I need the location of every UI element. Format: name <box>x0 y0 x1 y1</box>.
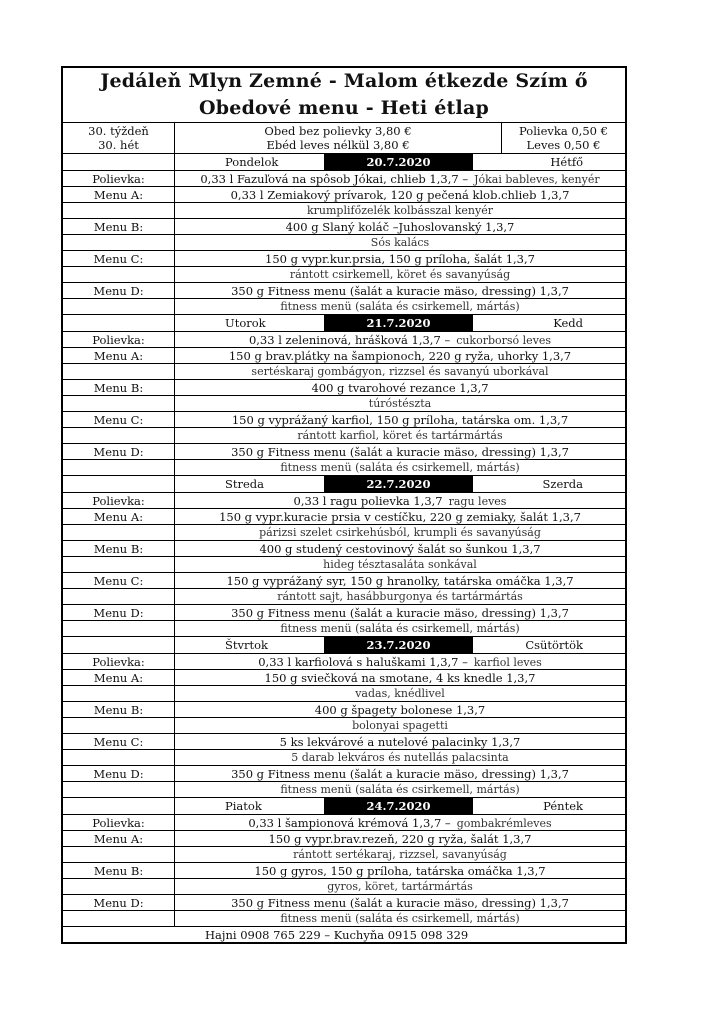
menu-item-translation-row <box>63 459 625 475</box>
menu-item-hu: sertéskaraj gombágyon, rizzsel és savanyú uborkával <box>251 365 549 378</box>
menu-item-row <box>63 701 625 717</box>
menu-item-row <box>63 733 625 749</box>
menu-item-translation-row <box>63 363 625 379</box>
day-name-hu: Kedd <box>553 316 583 330</box>
menu-item-label: Menu C: <box>63 573 175 588</box>
menu-item-label: Menu B: <box>63 541 175 556</box>
day-name-hu: Hétfő <box>550 155 583 169</box>
menu-item-label-blank <box>63 364 175 379</box>
week-hu: 30. hét <box>98 138 139 152</box>
menu-item-sk <box>175 831 625 846</box>
menu-item-sk <box>175 332 625 347</box>
menu-item-hu: 5 darab lekváros és nutellás palacsinta <box>291 751 509 764</box>
day-name-sk: Piatok <box>225 799 262 813</box>
menu-item-hu-text: cukorborsó leves <box>456 334 552 347</box>
menu-item-label-blank <box>63 879 175 894</box>
menu-item-translation-row <box>63 202 625 218</box>
menu-item-label: Menu C: <box>63 412 175 427</box>
menu-item-label-blank <box>63 589 175 604</box>
menu-item-row <box>63 653 625 669</box>
menu-item-label-blank <box>63 203 175 218</box>
menu-item-hu-text: gombakrémleves <box>456 817 552 830</box>
footer-contacts: Hajni 0908 765 229 – Kuchyňa 0915 098 329 <box>63 926 625 942</box>
day-header-row <box>63 636 625 653</box>
menu-item-label: Menu A: <box>63 509 175 524</box>
header-row <box>63 122 625 153</box>
menu-item-hu: bolonyai spagetti <box>352 719 448 732</box>
menu-item-row <box>63 492 625 508</box>
menu-item-label: Menu B: <box>63 380 175 395</box>
menu-item-label-blank <box>63 847 175 862</box>
menu-item-row <box>63 540 625 556</box>
day-header-blank <box>63 798 175 814</box>
menu-item-label-blank <box>63 750 175 765</box>
menu-item-sk <box>175 734 625 749</box>
menu-item-sk-text: 350 g Fitness menu (šalát a kuracie mäso, dressing) 1,3,7 <box>231 896 569 910</box>
day-header-row <box>63 475 625 492</box>
menu-item-row <box>63 379 625 395</box>
day-name-hu: Szerda <box>542 477 583 491</box>
soup-price-hu: Leves 0,50 € <box>526 138 601 152</box>
menu-item-translation-row <box>63 234 625 250</box>
menu-sheet <box>61 66 627 944</box>
menu-item-hu: rántott karfiol, köret és tartármártás <box>297 429 503 442</box>
menu-item-sk <box>175 171 625 186</box>
days-container <box>63 153 625 926</box>
day-header-blank <box>63 637 175 653</box>
menu-item-hu: fitness menü (saláta és csirkemell, mártás) <box>280 912 520 925</box>
menu-item-label: Polievka: <box>63 493 175 508</box>
day-name-sk: Pondelok <box>225 155 279 169</box>
day-header-blank <box>63 476 175 492</box>
day-name-sk: Štvrtok <box>225 638 269 652</box>
menu-item-label-blank <box>63 557 175 572</box>
menu-item-sk-text: 150 g sviečková na smotane, 4 ks knedle 1,3,7 <box>264 671 536 685</box>
menu-item-sk-text: 350 g Fitness menu (šalát a kuracie mäso, dressing) 1,3,7 <box>231 606 569 620</box>
menu-item-label-blank <box>63 396 175 411</box>
menu-item-translation-row <box>63 620 625 636</box>
menu-item-translation-row <box>63 395 625 411</box>
menu-item-label-blank <box>63 267 175 282</box>
menu-item-sk-text: 0,33 l karfiolová s haluškami 1,3,7 – <box>258 655 468 669</box>
menu-item-sk-text: 150 g gyros, 150 g príloha, tatárska omáčka 1,3,7 <box>254 864 546 878</box>
main-price-cell <box>175 123 502 153</box>
menu-item-label-blank <box>63 428 175 443</box>
menu-item-sk-text: 0,33 l Fazuľová na spôsob Jókai, chlieb 1,3,7 – <box>200 172 469 186</box>
menu-item-sk <box>175 541 625 556</box>
menu-item-row <box>63 830 625 846</box>
menu-item-sk <box>175 670 625 685</box>
title-line-2: Obedové menu - Heti étlap <box>199 97 489 119</box>
menu-item-translation-row <box>63 556 625 572</box>
menu-item-sk-text: 150 g vypr.kur.prsia, 150 g príloha, šalát 1,3,7 <box>265 252 535 266</box>
menu-item-sk <box>175 219 625 234</box>
day-header-blank <box>63 154 175 170</box>
menu-item-sk <box>175 573 625 588</box>
menu-item-sk-text: 400 g špagety bolonese 1,3,7 <box>314 703 486 717</box>
menu-item-row <box>63 894 625 910</box>
menu-item-sk-text: 0,33 l ragu polievka 1,3,7 <box>293 494 443 508</box>
menu-item-label: Polievka: <box>63 332 175 347</box>
menu-item-sk <box>175 380 625 395</box>
menu-item-sk <box>175 702 625 717</box>
menu-item-sk <box>175 187 625 202</box>
menu-item-sk-text: 400 g tvarohové rezance 1,3,7 <box>311 381 489 395</box>
day-header-row <box>63 797 625 814</box>
menu-item-translation-row <box>63 878 625 894</box>
menu-item-label-blank <box>63 235 175 250</box>
day-date: 24.7.2020 <box>324 798 473 814</box>
menu-item-row <box>63 669 625 685</box>
menu-item-sk <box>175 895 625 910</box>
menu-item-hu-text: karfiol leves <box>473 656 542 669</box>
menu-item-sk-text: 150 g vyprážaný karfiol, 150 g príloha, tatárska om. 1,3,7 <box>231 413 569 427</box>
menu-item-label: Menu A: <box>63 831 175 846</box>
menu-item-label-blank <box>63 911 175 926</box>
main-price-hu: Ebéd leves nélkül 3,80 € <box>266 138 410 152</box>
menu-item-label: Menu D: <box>63 895 175 910</box>
menu-item-hu: vadas, knédlivel <box>355 687 445 700</box>
menu-item-hu-text: ragu leves <box>448 495 507 508</box>
menu-item-translation-row <box>63 781 625 797</box>
menu-item-row <box>63 862 625 878</box>
menu-item-row <box>63 170 625 186</box>
menu-item-sk <box>175 348 625 363</box>
menu-item-translation-row <box>63 846 625 862</box>
menu-item-row <box>63 411 625 427</box>
menu-item-row <box>63 186 625 202</box>
menu-item-row <box>63 604 625 620</box>
menu-item-row <box>63 508 625 524</box>
menu-item-label: Menu C: <box>63 251 175 266</box>
menu-item-hu: fitness menü (saláta és csirkemell, mártás) <box>280 622 520 635</box>
menu-item-label: Menu A: <box>63 348 175 363</box>
menu-item-row <box>63 282 625 298</box>
menu-item-translation-row <box>63 717 625 733</box>
menu-item-row <box>63 765 625 781</box>
menu-item-sk-text: 0,33 l Zemiakový prívarok, 120 g pečená klob.chlieb 1,3,7 <box>230 188 570 202</box>
day-date: 20.7.2020 <box>324 154 473 170</box>
menu-item-sk-text: 350 g Fitness menu (šalát a kuracie mäso, dressing) 1,3,7 <box>231 284 569 298</box>
soup-price-sk: Polievka 0,50 € <box>519 124 608 138</box>
main-price-sk: Obed bez polievky 3,80 € <box>264 124 412 138</box>
menu-item-hu: krumplifőzelék kolbásszal kenyér <box>306 204 493 217</box>
menu-item-label-blank <box>63 525 175 540</box>
menu-item-label-blank <box>63 621 175 636</box>
menu-item-hu: rántott sertékaraj, rizzsel, savanyúság <box>293 848 507 861</box>
menu-item-sk <box>175 509 625 524</box>
day-header-row <box>63 153 625 170</box>
menu-item-sk-text: 0,33 l zeleninová, hrášková 1,3,7 – <box>248 333 451 347</box>
menu-item-translation-row <box>63 749 625 765</box>
day-header-row <box>63 314 625 331</box>
menu-item-hu: gyros, köret, tartármártás <box>327 880 473 893</box>
menu-item-sk <box>175 605 625 620</box>
menu-item-sk <box>175 444 625 459</box>
menu-item-sk-text: 350 g Fitness menu (šalát a kuracie mäso, dressing) 1,3,7 <box>231 767 569 781</box>
day-date: 22.7.2020 <box>324 476 473 492</box>
menu-item-label-blank <box>63 686 175 701</box>
menu-item-sk-text: 400 g Slaný koláč –Juhoslovanský 1,3,7 <box>285 220 515 234</box>
menu-item-sk <box>175 863 625 878</box>
menu-item-label: Polievka: <box>63 815 175 830</box>
menu-item-translation-row <box>63 685 625 701</box>
day-name-hu: Péntek <box>543 799 583 813</box>
menu-item-row <box>63 331 625 347</box>
menu-item-label-blank <box>63 299 175 314</box>
menu-item-hu: hideg tésztasaláta sonkával <box>323 558 477 571</box>
soup-price-cell <box>502 123 625 153</box>
menu-item-sk <box>175 815 625 830</box>
menu-item-sk-text: 0,33 l šampionová krémová 1,3,7 – <box>248 816 451 830</box>
menu-item-hu-text: Jókai bableves, kenyér <box>474 173 600 186</box>
menu-item-row <box>63 443 625 459</box>
menu-item-label: Menu D: <box>63 444 175 459</box>
menu-item-translation-row <box>63 427 625 443</box>
day-date: 23.7.2020 <box>324 637 473 653</box>
menu-item-sk-text: 150 g vyprážaný syr, 150 g hranolky, tatárska omáčka 1,3,7 <box>226 574 574 588</box>
menu-item-sk <box>175 412 625 427</box>
menu-item-row <box>63 218 625 234</box>
menu-item-sk <box>175 283 625 298</box>
menu-item-translation-row <box>63 588 625 604</box>
menu-item-sk <box>175 493 625 508</box>
menu-item-sk-text: 5 ks lekvárové a nutelové palacinky 1,3,7 <box>279 735 521 749</box>
menu-item-sk <box>175 251 625 266</box>
menu-item-translation-row <box>63 298 625 314</box>
menu-item-sk-text: 150 g vypr.brav.rezeň, 220 g ryža, šalát 1,3,7 <box>268 832 532 846</box>
menu-item-sk-text: 150 g vypr.kuracie prsia v cestíčku, 220 g zemiaky, šalát 1,3,7 <box>219 510 581 524</box>
menu-item-sk <box>175 654 625 669</box>
menu-item-label: Menu C: <box>63 734 175 749</box>
menu-item-hu: párizsi szelet csirkehúsból, krumpli és savanyúság <box>259 526 541 539</box>
menu-item-label: Menu D: <box>63 766 175 781</box>
day-name-sk: Utorok <box>225 316 266 330</box>
week-cell <box>63 123 175 153</box>
day-date: 21.7.2020 <box>324 315 473 331</box>
menu-item-label: Polievka: <box>63 171 175 186</box>
menu-item-label: Menu D: <box>63 605 175 620</box>
menu-item-label: Polievka: <box>63 654 175 669</box>
menu-item-label: Menu D: <box>63 283 175 298</box>
menu-item-label: Menu B: <box>63 702 175 717</box>
menu-item-sk-text: 350 g Fitness menu (šalát a kuracie mäso, dressing) 1,3,7 <box>231 445 569 459</box>
menu-item-label: Menu A: <box>63 670 175 685</box>
menu-item-sk <box>175 766 625 781</box>
menu-item-hu: rántott sajt, hasábburgonya és tartármártás <box>277 590 523 603</box>
menu-item-label-blank <box>63 782 175 797</box>
menu-item-label-blank <box>63 460 175 475</box>
menu-item-hu: fitness menü (saláta és csirkemell, mártás) <box>280 300 520 313</box>
menu-item-hu: rántott csirkemell, köret és savanyúság <box>289 268 511 281</box>
menu-item-row <box>63 347 625 363</box>
title-line-1: Jedáleň Mlyn Zemné - Malom étkezde Szím ő <box>100 70 588 92</box>
menu-item-row <box>63 572 625 588</box>
day-name-hu: Csütörtök <box>525 638 583 652</box>
menu-item-row <box>63 814 625 830</box>
menu-item-label: Menu A: <box>63 187 175 202</box>
menu-item-label-blank <box>63 718 175 733</box>
menu-item-sk-text: 400 g studený cestovinový šalát so šunkou 1,3,7 <box>259 542 541 556</box>
day-name-sk: Streda <box>225 477 265 491</box>
menu-item-label: Menu B: <box>63 863 175 878</box>
menu-item-translation-row <box>63 910 625 926</box>
menu-item-row <box>63 250 625 266</box>
menu-item-sk-text: 150 g brav.plátky na šampionoch, 220 g ryža, uhorky 1,3,7 <box>228 349 572 363</box>
menu-item-hu: fitness menü (saláta és csirkemell, mártás) <box>280 461 520 474</box>
menu-item-translation-row <box>63 524 625 540</box>
menu-item-label: Menu B: <box>63 219 175 234</box>
week-sk: 30. týždeň <box>88 124 149 138</box>
menu-item-hu: fitness menü (saláta és csirkemell, mártás) <box>280 783 520 796</box>
menu-item-hu: Sós kalács <box>370 236 430 249</box>
day-header-blank <box>63 315 175 331</box>
menu-item-hu: túróstészta <box>368 397 432 410</box>
menu-item-translation-row <box>63 266 625 282</box>
